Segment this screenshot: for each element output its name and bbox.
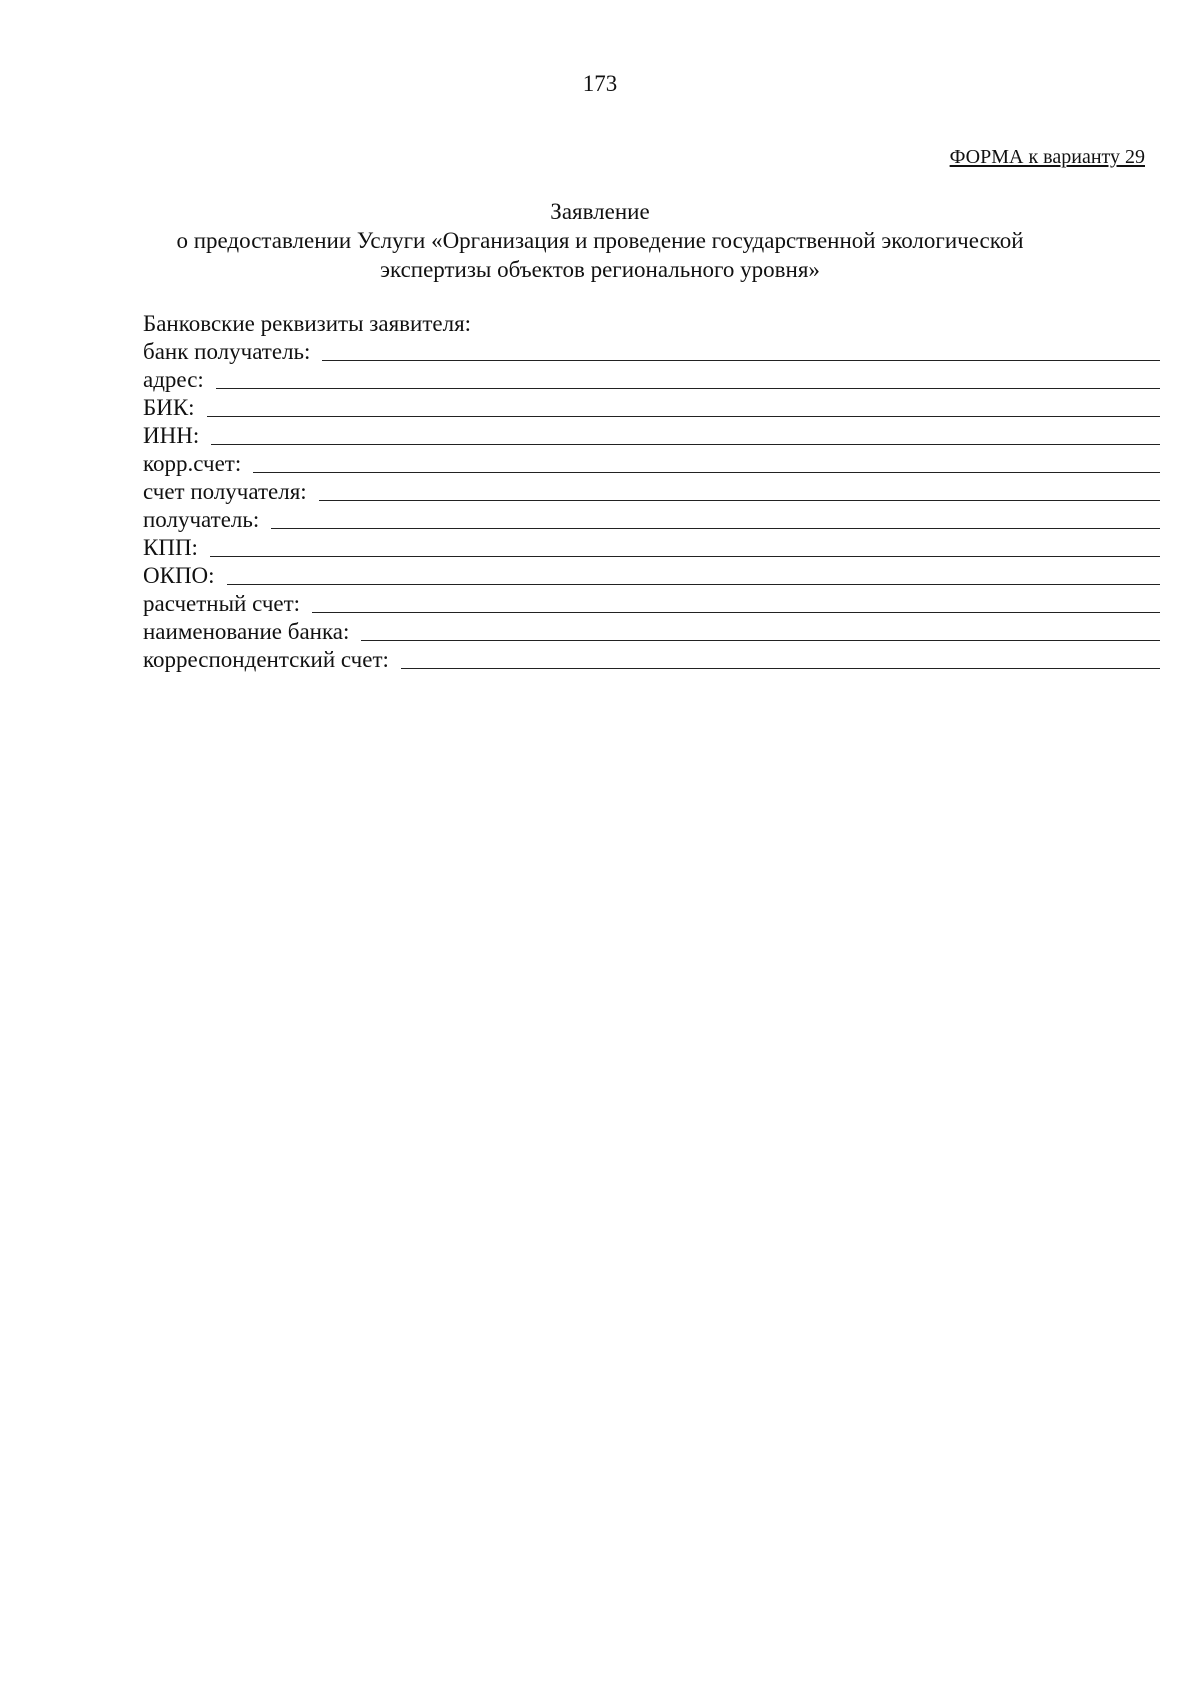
field-label: ИНН:: [143, 423, 200, 448]
field-label: БИК:: [143, 395, 195, 420]
title-subject-line-2: экспертизы объектов регионального уровня»: [380, 257, 820, 282]
field-label: расчетный счет:: [143, 591, 301, 616]
title-subject-line-1: о предоставлении Услуги «Организация и проведение государственной экологической: [176, 228, 1024, 253]
fill-in-line[interactable]: [401, 668, 1160, 669]
fill-in-line[interactable]: [211, 444, 1160, 445]
document-title: [0, 197, 1200, 284]
fill-in-line[interactable]: [216, 388, 1160, 389]
fill-in-line[interactable]: [227, 584, 1160, 585]
fill-in-line[interactable]: [271, 528, 1160, 529]
form-reference: ФОРМА к варианту 29: [949, 146, 1145, 168]
field-label: КПП:: [143, 535, 198, 560]
bank-details-heading: Банковские реквизиты заявителя:: [143, 311, 472, 336]
field-address: [143, 366, 1160, 394]
title-heading: Заявление: [550, 199, 650, 224]
fill-in-line[interactable]: [207, 416, 1160, 417]
field-correspondent-account: [143, 646, 1160, 674]
fill-in-line[interactable]: [210, 556, 1160, 557]
field-label: корреспондентский счет:: [143, 647, 389, 672]
fill-in-line[interactable]: [361, 640, 1160, 641]
fill-in-line[interactable]: [319, 500, 1160, 501]
field-settlement-account: [143, 590, 1160, 618]
field-label: ОКПО:: [143, 563, 215, 588]
field-recipient: [143, 506, 1160, 534]
field-bank-recipient: [143, 338, 1160, 366]
page-number: 173: [582, 71, 618, 96]
fill-in-line[interactable]: [322, 360, 1160, 361]
bank-details-section: [143, 310, 1160, 674]
field-corr-account: [143, 450, 1160, 478]
field-okpo: [143, 562, 1160, 590]
field-label: адрес:: [143, 367, 204, 392]
field-label: корр.счет:: [143, 451, 242, 476]
field-label: счет получателя:: [143, 479, 307, 504]
field-bank-name: [143, 618, 1160, 646]
field-label: наименование банка:: [143, 619, 350, 644]
field-label: получатель:: [143, 507, 260, 532]
field-inn: [143, 422, 1160, 450]
fill-in-line[interactable]: [253, 472, 1160, 473]
field-bik: [143, 394, 1160, 422]
field-recipient-account: [143, 478, 1160, 506]
fill-in-line[interactable]: [312, 612, 1160, 613]
field-kpp: [143, 534, 1160, 562]
field-label: банк получатель:: [143, 339, 311, 364]
